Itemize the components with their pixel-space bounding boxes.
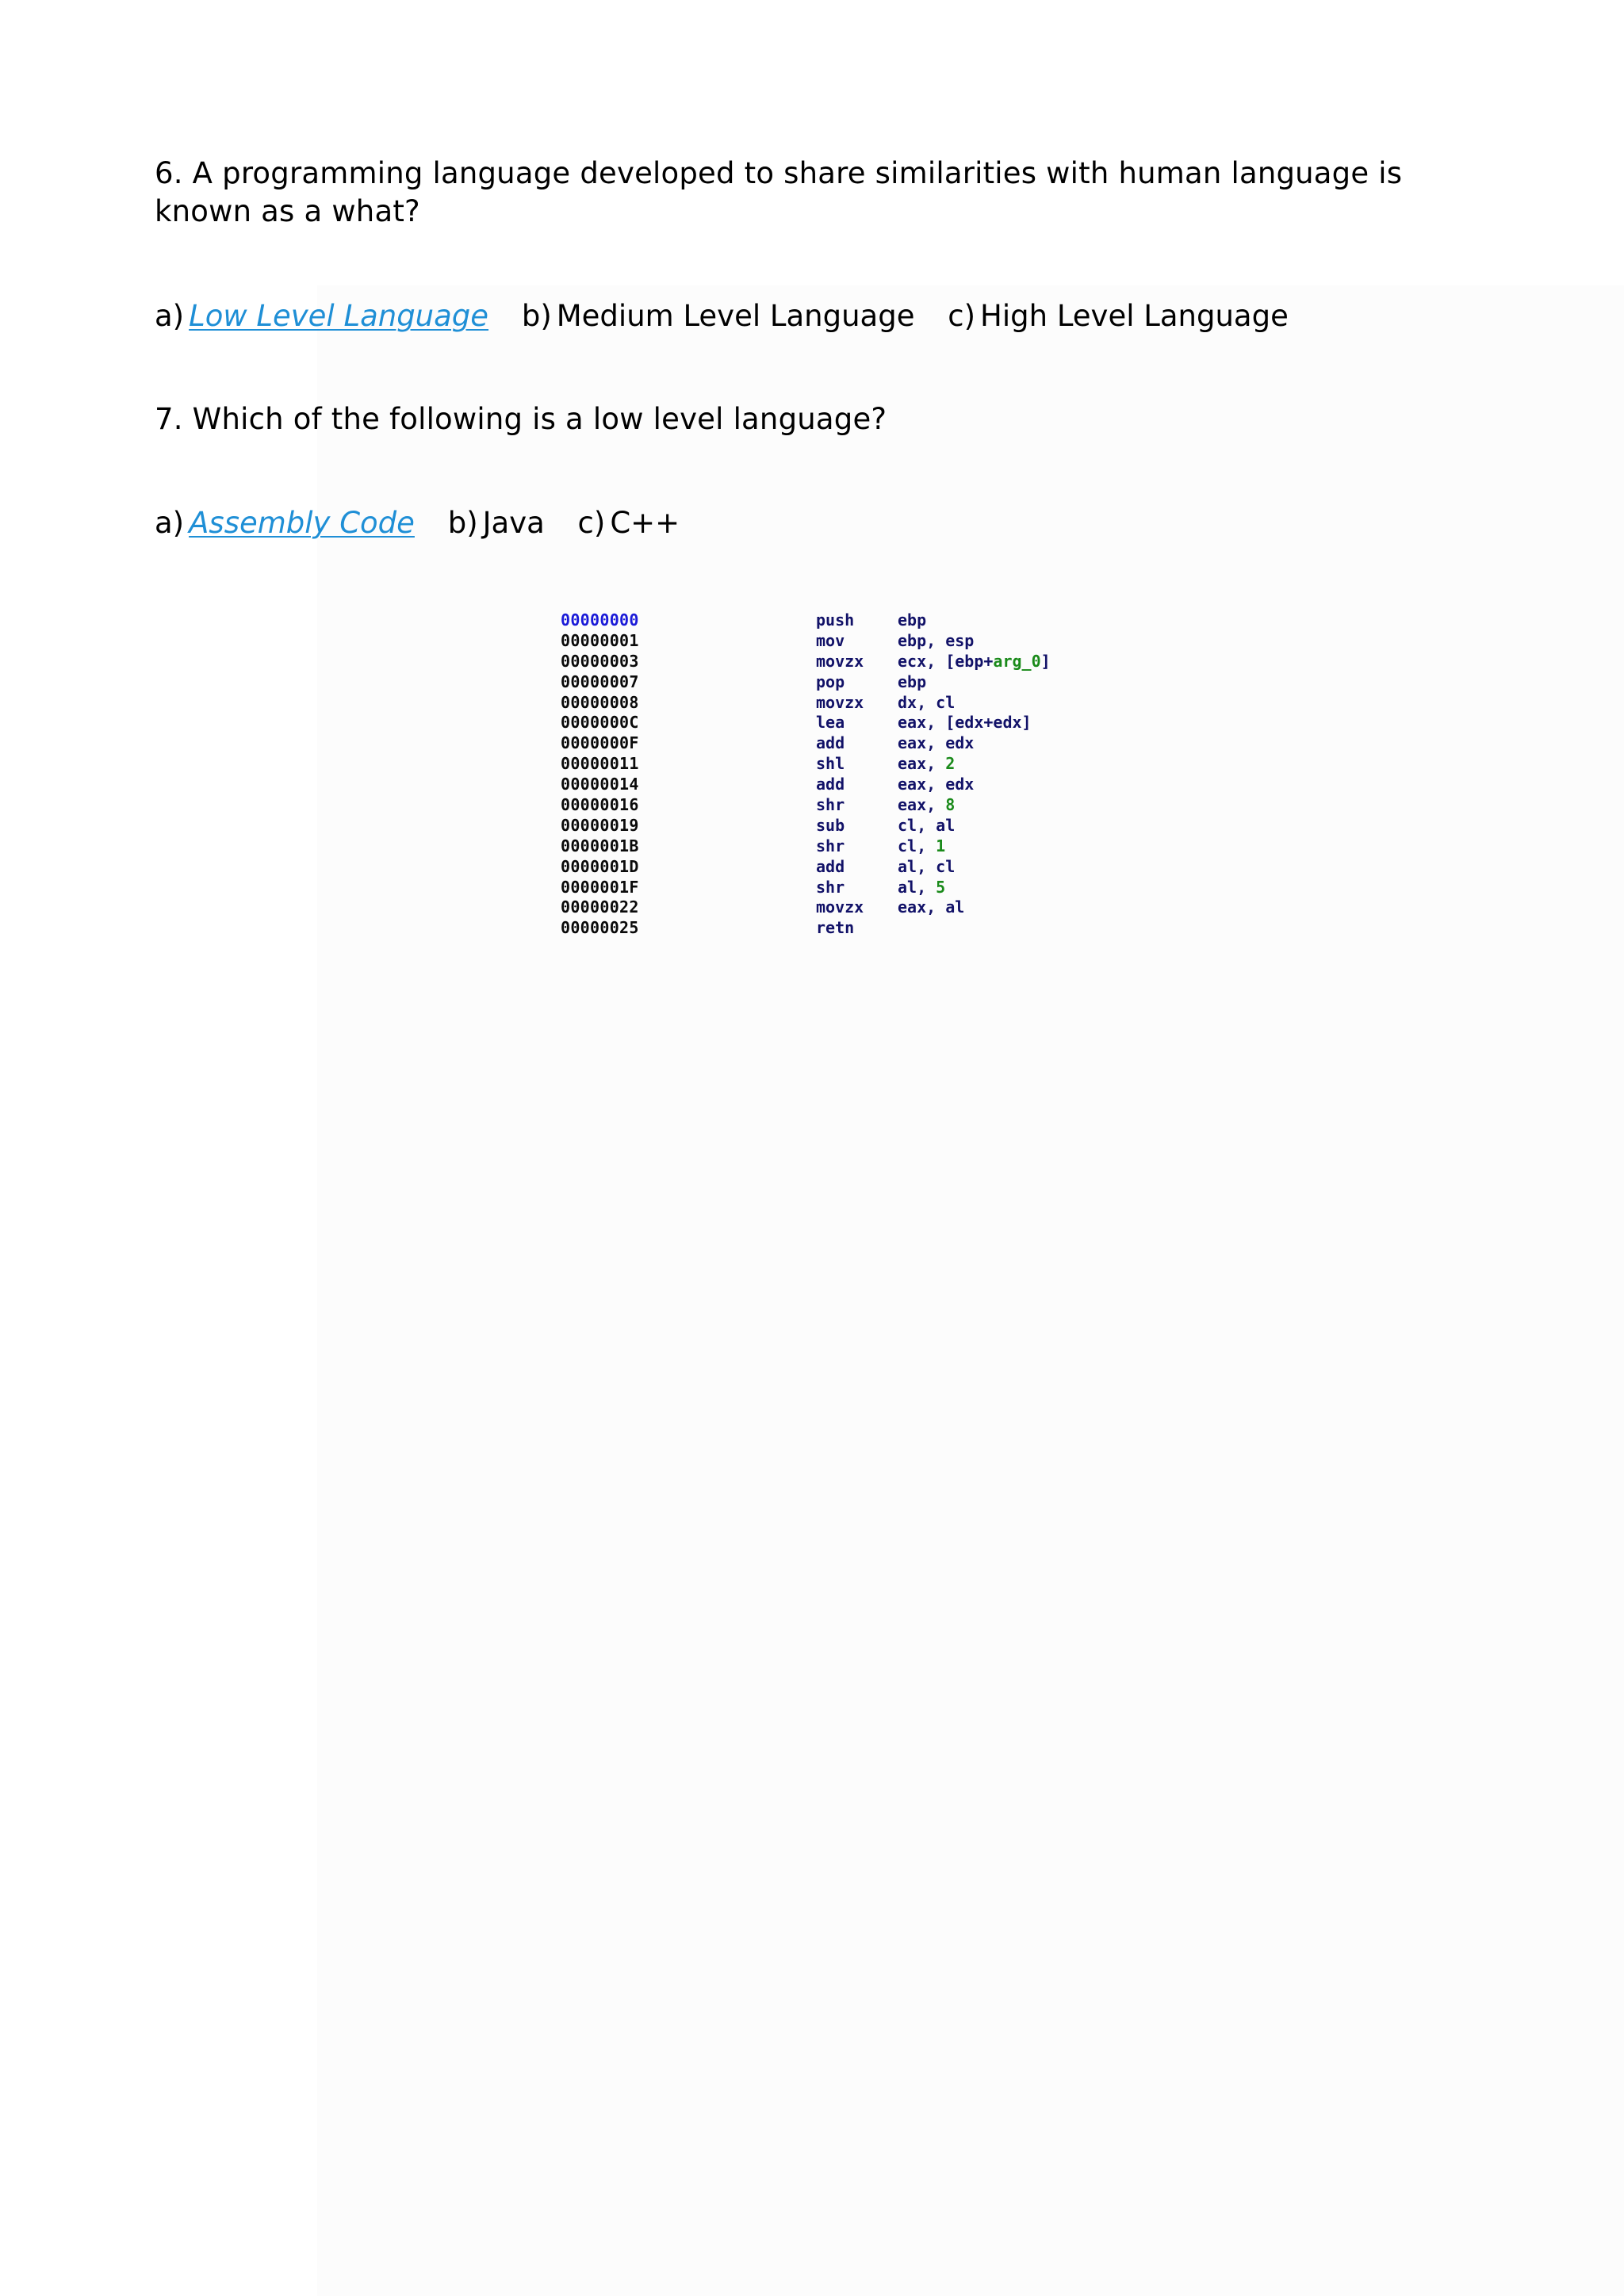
option-c <box>578 504 680 542</box>
listing-operands <box>898 857 955 878</box>
option-c <box>948 297 1289 335</box>
operand-number: 2 <box>945 754 956 774</box>
operand-text: dx, cl <box>898 692 956 712</box>
listing-mnemonic: movzx <box>816 897 864 917</box>
operand-text: eax, edx <box>898 733 975 753</box>
operand-argument: arg_0 <box>993 651 1041 671</box>
operand-text: eax, al <box>898 897 965 917</box>
listing-mnemonic: pop <box>816 672 845 691</box>
listing-row <box>561 897 1051 918</box>
operand-number: 8 <box>945 795 956 815</box>
option-label: Java <box>482 506 545 540</box>
option-label: Medium Level Language <box>556 299 915 333</box>
operand-text: cl, al <box>898 815 956 835</box>
listing-address: 00000025 <box>561 918 639 938</box>
operand-text: eax, <box>898 754 946 774</box>
listing-operands <box>898 836 945 857</box>
listing-row <box>561 836 1051 857</box>
listing-row <box>561 652 1051 672</box>
question-6-options <box>155 297 1312 335</box>
listing-address: 0000001B <box>561 836 639 855</box>
operand-number: 5 <box>936 877 946 897</box>
low-level-language-link[interactable]: Low Level Language <box>189 299 489 333</box>
listing-operands <box>898 795 955 816</box>
listing-mnemonic: shr <box>816 795 845 815</box>
operand-text: cl, <box>898 836 936 855</box>
option-label: C++ <box>610 506 680 540</box>
operand-text: eax, [edx+edx] <box>898 713 1032 733</box>
listing-row <box>561 672 1051 693</box>
question-6: 6. A programming language developed to share similarities with human language is known as a what? <box>155 156 1403 228</box>
listing-operands <box>898 672 926 693</box>
operand-text: ebp, esp <box>898 630 975 650</box>
listing-row <box>561 733 1051 754</box>
assembly-code-link[interactable]: Assembly Code <box>189 506 415 540</box>
listing-mnemonic: shr <box>816 877 845 897</box>
listing-address: 00000019 <box>561 815 639 835</box>
listing-row <box>561 693 1051 714</box>
operand-text: eax, <box>898 795 946 815</box>
listing-row <box>561 878 1051 898</box>
operand-text: eax, edx <box>898 775 975 794</box>
listing-address: 00000022 <box>561 897 639 917</box>
listing-mnemonic: add <box>816 856 845 876</box>
option-prefix: b) <box>447 506 478 540</box>
listing-address: 0000001F <box>561 877 639 897</box>
listing-mnemonic: retn <box>816 918 855 938</box>
option-prefix: c) <box>948 299 976 333</box>
operand-text: al, <box>898 877 936 897</box>
question-7: 7. Which of the following is a low level language? <box>155 402 887 436</box>
listing-operands <box>898 775 974 795</box>
listing-operands <box>898 652 1051 672</box>
option-prefix: c) <box>577 506 606 540</box>
listing-mnemonic: movzx <box>816 651 864 671</box>
listing-row <box>561 631 1051 652</box>
listing-mnemonic: sub <box>816 815 845 835</box>
option-a[interactable] <box>155 297 488 335</box>
listing-mnemonic: add <box>816 733 845 753</box>
listing-operands <box>898 754 955 775</box>
listing-mnemonic: mov <box>816 630 845 650</box>
listing-operands <box>898 878 945 898</box>
listing-operands <box>898 693 955 714</box>
operand-text: al, cl <box>898 856 956 876</box>
listing-mnemonic: lea <box>816 713 845 733</box>
listing-operands <box>898 816 955 836</box>
operand-number: 1 <box>936 836 946 855</box>
listing-address: 00000011 <box>561 754 639 774</box>
option-prefix: a) <box>155 506 185 540</box>
listing-operands <box>898 897 964 918</box>
listing-mnemonic: shl <box>816 754 845 774</box>
operand-text: ] <box>1040 651 1051 671</box>
option-prefix: a) <box>155 299 185 333</box>
option-b <box>522 297 915 335</box>
listing-address: 00000016 <box>561 795 639 815</box>
listing-address: 0000000C <box>561 713 639 733</box>
listing-mnemonic: push <box>816 610 855 629</box>
listing-operands <box>898 733 974 754</box>
listing-row <box>561 610 1051 631</box>
listing-row <box>561 713 1051 733</box>
option-a[interactable] <box>155 504 415 542</box>
option-prefix: b) <box>521 299 552 333</box>
listing-address: 0000000F <box>561 733 639 753</box>
listing-row <box>561 918 1051 939</box>
listing-row <box>561 857 1051 878</box>
listing-address: 00000014 <box>561 775 639 794</box>
listing-mnemonic: movzx <box>816 692 864 712</box>
option-label: High Level Language <box>980 299 1289 333</box>
listing-operands <box>898 713 1032 733</box>
listing-address: 00000007 <box>561 672 639 691</box>
listing-operands <box>898 631 974 652</box>
listing-row <box>561 795 1051 816</box>
listing-address: 00000003 <box>561 651 639 671</box>
listing-address: 00000008 <box>561 692 639 712</box>
listing-address: 0000001D <box>561 856 639 876</box>
operand-text: ebp <box>898 610 927 629</box>
listing-row <box>561 816 1051 836</box>
listing-operands <box>898 610 926 631</box>
listing-row <box>561 754 1051 775</box>
listing-mnemonic: shr <box>816 836 845 855</box>
assembly-listing <box>561 610 1051 939</box>
operand-text: ebp <box>898 672 927 691</box>
listing-mnemonic: add <box>816 775 845 794</box>
operand-text: ecx, [ebp+ <box>898 651 994 671</box>
listing-row <box>561 775 1051 795</box>
question-7-options <box>155 504 703 542</box>
listing-address: 00000000 <box>561 610 639 629</box>
listing-address: 00000001 <box>561 630 639 650</box>
option-b <box>448 504 545 542</box>
